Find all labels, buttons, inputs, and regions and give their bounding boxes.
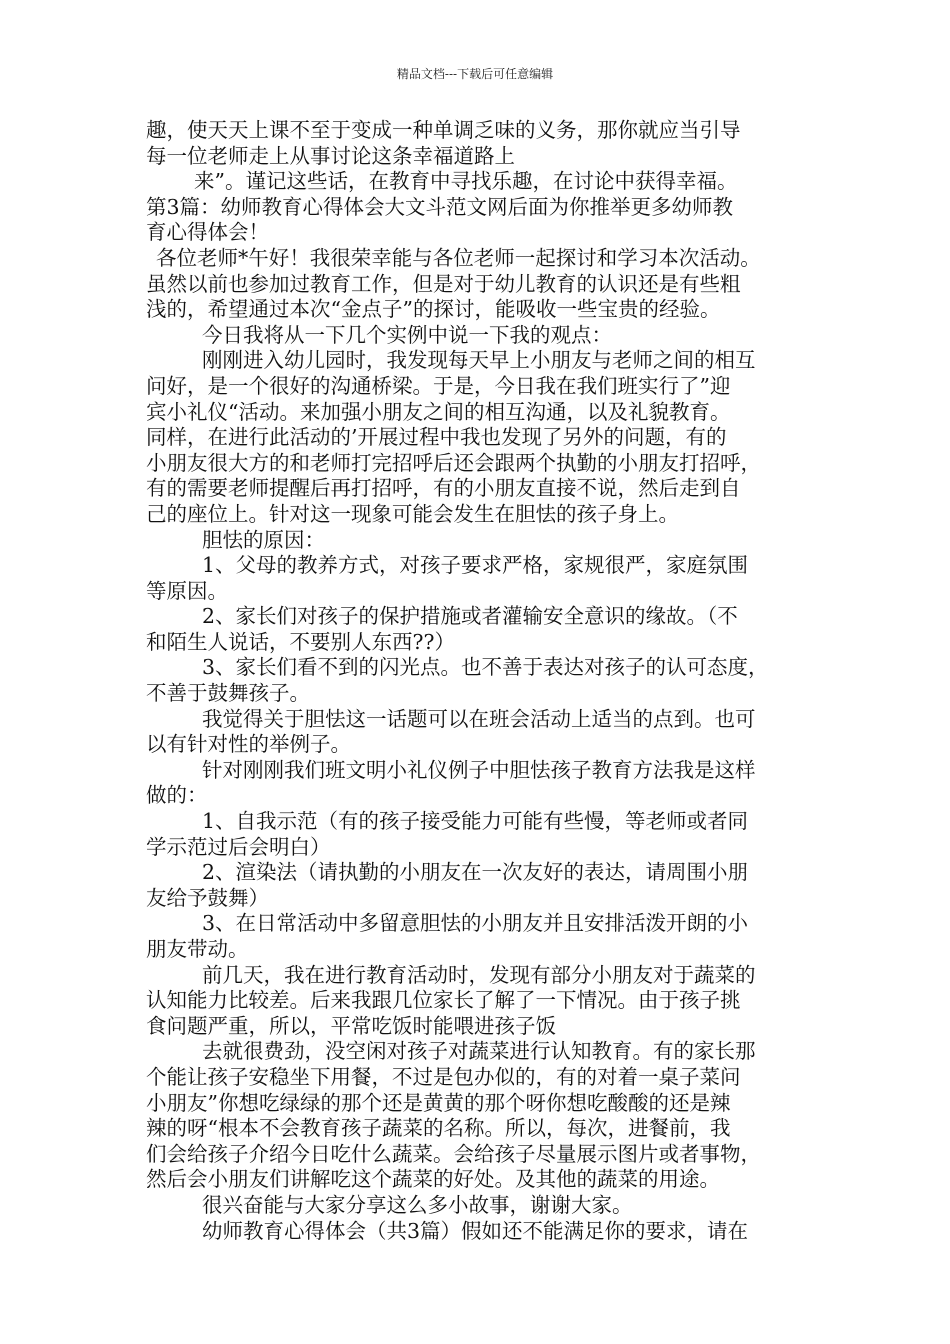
text-line: 每一位老师走上从事讨论这条幸福道路上	[146, 143, 515, 168]
text-line: 们会给孩子介绍今日吃什么蔬菜。会给孩子尽量展示图片或者事物，	[146, 1141, 761, 1166]
text-line: 同样，在进行此活动的’开展过程中我也发现了另外的问题，有的	[146, 425, 727, 450]
text-line: 1、父母的教养方式，对孩子要求严格，家规很严，家庭氛围	[202, 553, 749, 578]
text-line: 辣的呀“根本不会教育孩子蔬菜的名称。所以，每次，进餐前，我	[146, 1116, 731, 1141]
text-line: 我觉得关于胆怯这一话题可以在班会活动上适当的点到。也可	[202, 706, 756, 731]
text-line: 幼师教育心得体会（共3篇）假如还不能满足你的要求，请在	[202, 1218, 749, 1243]
page-header: 精品文档---下载后可任意编辑	[396, 67, 554, 81]
text-line: 友给予鼓舞）	[146, 885, 269, 910]
document-body	[146, 118, 818, 1244]
text-line: 朋友带动。	[146, 937, 249, 961]
text-line: 小朋友”你想吃绿绿的那个还是黄黄的那个呀你想吃酸酸的还是辣	[146, 1090, 731, 1115]
text-line: 育心得体会！	[146, 220, 269, 245]
text-line: 1、自我示范（有的孩子接受能力可能有些慢，等老师或者同	[202, 809, 749, 834]
text-line: 有的需要老师提醒后再打招呼，有的小朋友直接不说，然后走到自	[146, 476, 741, 501]
text-line: 然后会小朋友们讲解吃这个蔬菜的好处。及其他的蔬菜的用途。	[146, 1167, 720, 1192]
text-line: 食问题严重，所以，平常吃饭时能喂进孩子饭	[146, 1013, 556, 1038]
text-line: 去就很费劲，没空闲对孩子对蔬菜进行认知教育。有的家长那	[202, 1039, 756, 1064]
text-line: 学示范过后会明白）	[146, 834, 331, 859]
text-line: 3、家长们看不到的闪光点。也不善于表达对孩子的认可态度，	[202, 655, 769, 680]
text-line: 做的：	[146, 783, 208, 808]
text-line: 今日我将从一下几个实例中说一下我的观点：	[202, 322, 612, 347]
text-line: 针对刚刚我们班文明小礼仪例子中胆怯孩子教育方法我是这样	[202, 757, 756, 782]
text-line: 问好，是一个很好的沟通桥梁。于是，今日我在我们班实行了”迎	[146, 373, 731, 398]
text-line: 不善于鼓舞孩子。	[146, 681, 310, 706]
text-line: 趣，使天天上课不至于变成一种单调乏味的义务，那你就应当引导	[146, 118, 741, 142]
text-line: 2、渲染法（请执勤的小朋友在一次友好的表达，请周围小朋	[202, 860, 749, 885]
text-line: 来”。谨记这些话，在教育中寻找乐趣，在讨论中获得幸福。	[194, 169, 738, 194]
text-line: 各位老师*午好！我很荣幸能与各位老师一起探讨和学习本次活动。	[156, 245, 761, 270]
text-line: 2、家长们对孩子的保护措施或者灌输安全意识的缘故。（不	[202, 604, 738, 629]
text-line: 个能让孩子安稳坐下用餐，不过是包办似的，有的对着一桌子菜问	[146, 1064, 741, 1089]
text-line: 以有针对性的举例子。	[146, 732, 351, 757]
text-line: 很兴奋能与大家分享这么多小故事，谢谢大家。	[202, 1192, 633, 1217]
text-line: 虽然以前也参加过教育工作，但是对于幼儿教育的认识还是有些粗	[146, 271, 741, 296]
text-line: 前几天，我在进行教育活动时，发现有部分小朋友对于蔬菜的	[202, 962, 756, 987]
text-line: 和陌生人说话，不要别人东西??）	[146, 629, 455, 654]
text-line: 小朋友很大方的和老师打完招呼后还会跟两个执勤的小朋友打招呼，	[146, 450, 761, 475]
text-line: 第3篇：幼师教育心得体会大文斗范文网后面为你推举更多幼师教	[146, 194, 734, 219]
text-line: 刚刚进入幼儿园时，我发现每天早上小朋友与老师之间的相互	[202, 348, 756, 373]
text-line: 浅的，希望通过本次“金点子”的探讨，能吸收一些宝贵的经验。	[146, 297, 721, 322]
text-line: 胆怯的原因：	[202, 527, 325, 552]
text-line: 认知能力比较差。后来我跟几位家长了解了一下情况。由于孩子挑	[146, 988, 741, 1013]
text-line: 等原因。	[146, 578, 228, 603]
text-line: 己的座位上。针对这一现象可能会发生在胆怯的孩子身上。	[146, 501, 679, 526]
text-line: 3、在日常活动中多留意胆怯的小朋友并且安排活泼开朗的小	[202, 911, 749, 936]
text-line: 宾小礼仪“活动。来加强小朋友之间的相互沟通，以及礼貌教育。	[146, 399, 731, 424]
